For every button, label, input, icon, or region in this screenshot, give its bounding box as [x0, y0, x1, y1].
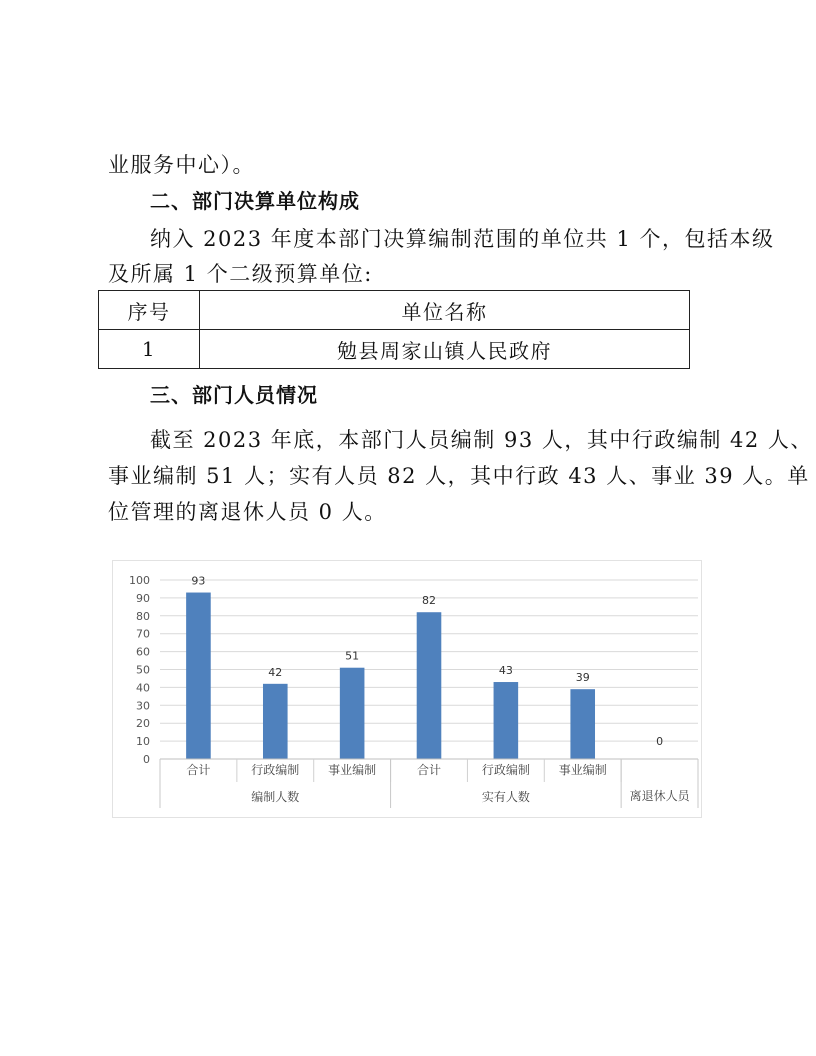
- y-tick-label: 40: [136, 681, 150, 695]
- data-label: 0: [656, 735, 664, 748]
- section2-text-line1: 纳入 2023 年度本部门决算编制范围的单位共 1 个，包括本级: [150, 227, 775, 251]
- category-label: 离退休人员: [629, 789, 690, 803]
- group-label: 实有人数: [481, 790, 530, 804]
- y-tick-label: 70: [136, 627, 150, 641]
- bar: [340, 668, 365, 759]
- staff-bar-chart: [112, 560, 702, 818]
- data-label: 43: [498, 664, 513, 678]
- data-label: 82: [422, 594, 436, 608]
- section3-text-line2: 事业编制 51 人；实有人员 82 人，其中行政 43 人、事业 39 人。单: [108, 464, 810, 488]
- y-tick-label: 30: [136, 699, 150, 713]
- section3-text-line3: 位管理的离退休人员 0 人。: [108, 500, 387, 524]
- y-tick-label: 10: [136, 735, 150, 749]
- y-tick-label: 0: [143, 753, 150, 766]
- section2-text-line2: 及所属 1 个二级预算单位:: [108, 262, 373, 286]
- group-label: 编制人数: [251, 790, 300, 804]
- data-label: 51: [345, 649, 360, 663]
- data-label: 42: [268, 665, 283, 679]
- paragraph-tail: 业服务中心）。: [108, 153, 255, 177]
- table-cell-unit-name: 勉县周家山镇人民政府: [200, 330, 690, 369]
- table-row: [99, 330, 690, 369]
- y-tick-label: 60: [136, 645, 150, 659]
- category-label: 合计: [416, 763, 442, 777]
- section3-heading: 三、部门人员情况: [150, 383, 318, 407]
- data-label: 93: [191, 574, 206, 588]
- unit-table: [98, 290, 690, 369]
- bar: [494, 682, 519, 759]
- section3-text-line1: 截至 2023 年底，本部门人员编制 93 人，其中行政编制 42 人、: [150, 428, 813, 452]
- table-header-row: [99, 291, 690, 330]
- bar: [263, 684, 288, 759]
- y-tick-label: 80: [136, 609, 150, 623]
- category-label: 事业编制: [328, 763, 377, 777]
- category-label: 行政编制: [251, 763, 300, 777]
- section2-heading: 二、部门决算单位构成: [150, 189, 360, 213]
- y-tick-label: 100: [129, 574, 150, 587]
- chart-svg: [112, 560, 702, 818]
- table-header-index: 序号: [99, 291, 200, 330]
- bar: [570, 689, 595, 759]
- y-tick-label: 50: [136, 663, 150, 677]
- bar: [186, 593, 211, 759]
- table-header-unit-name: 单位名称: [200, 291, 690, 330]
- category-label: 行政编制: [481, 763, 530, 777]
- y-tick-label: 20: [136, 717, 150, 731]
- bar: [417, 612, 442, 759]
- category-label: 合计: [186, 763, 211, 777]
- category-label: 事业编制: [558, 763, 607, 777]
- table-cell-index: 1: [99, 330, 200, 369]
- data-label: 39: [575, 671, 590, 685]
- y-tick-label: 90: [136, 591, 150, 605]
